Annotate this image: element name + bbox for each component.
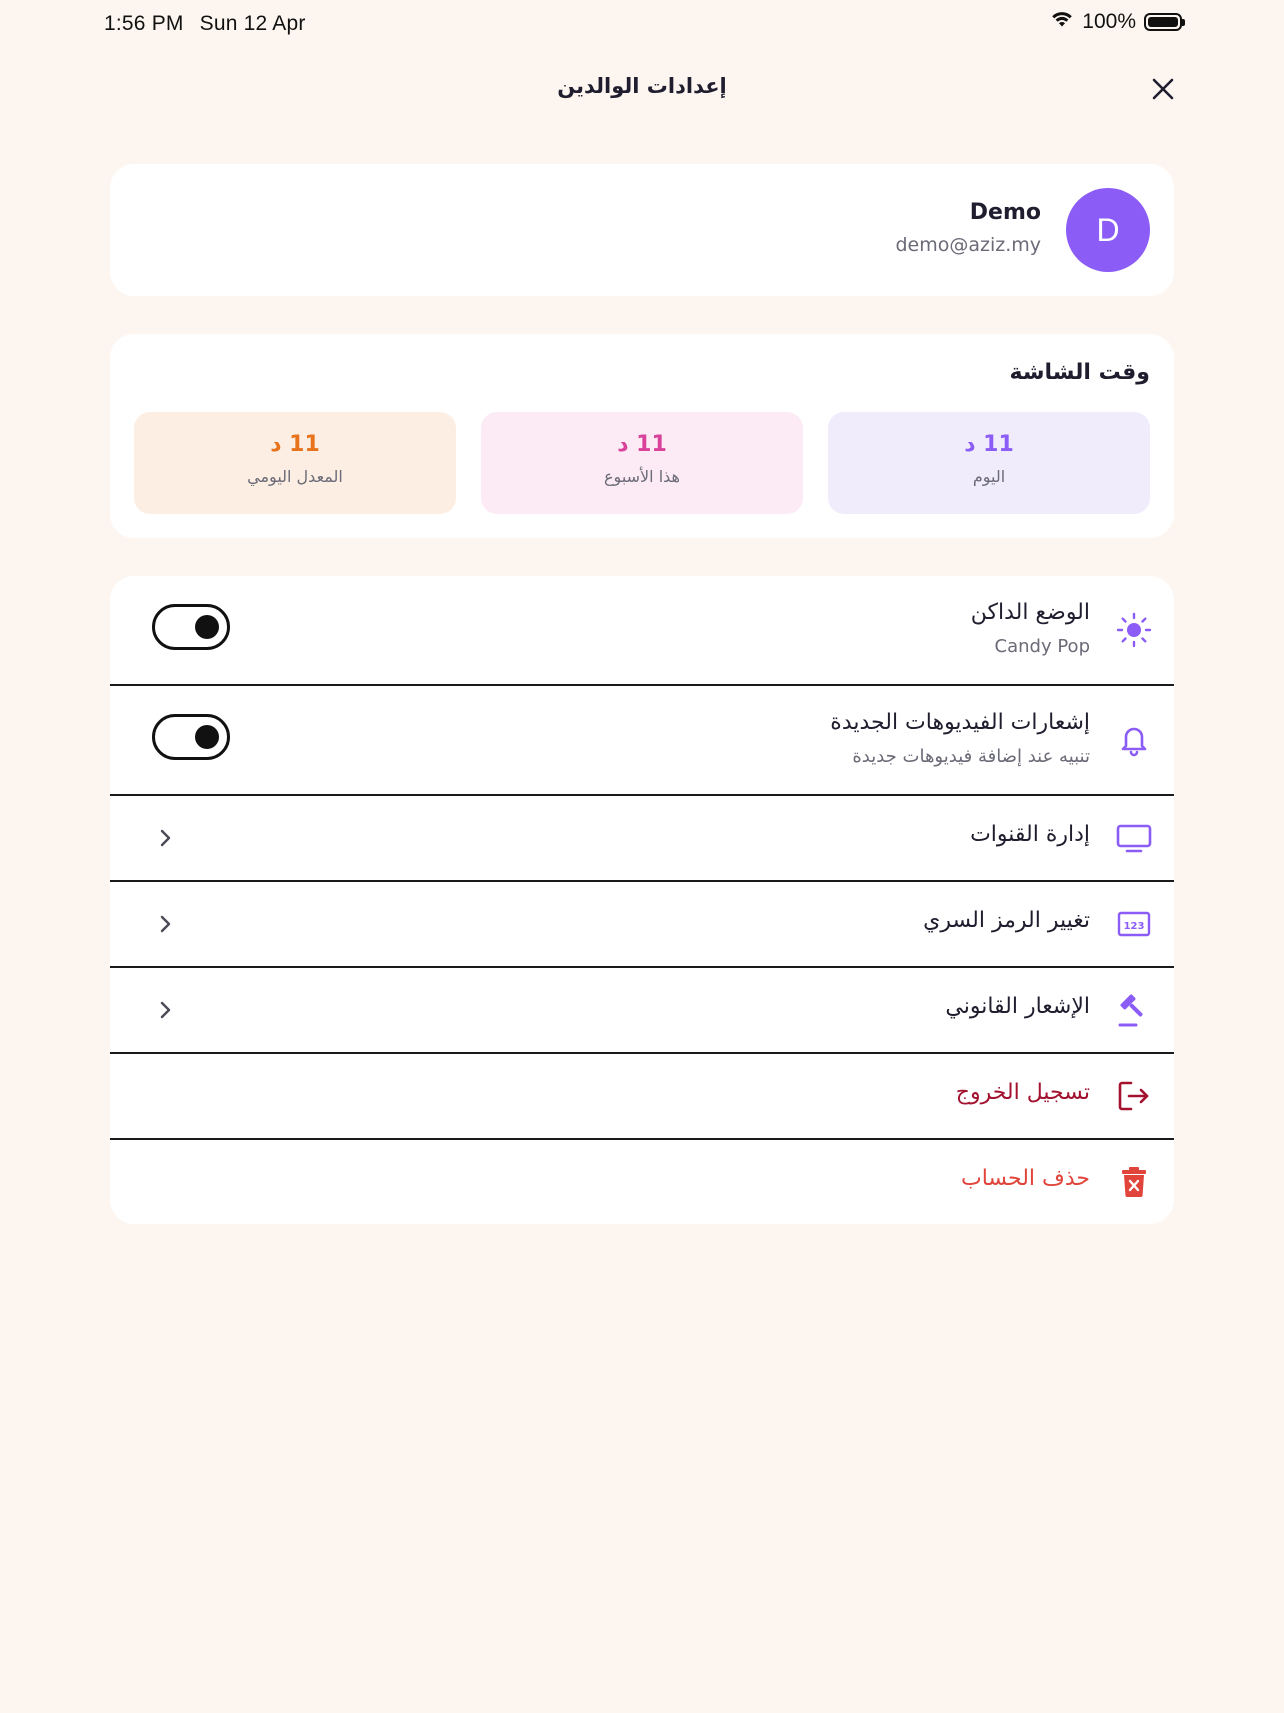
delete-account-title: حذف الحساب — [960, 1166, 1090, 1191]
dark-mode-subtitle: Candy Pop — [994, 636, 1090, 657]
pin-icon-text: 123 — [1123, 921, 1145, 932]
screen-time-value: 11 د — [270, 432, 320, 457]
battery-fill — [1148, 17, 1178, 27]
setting-pin[interactable] — [110, 882, 1174, 966]
close-icon[interactable] — [1148, 74, 1178, 104]
screen-time-label: اليوم — [972, 467, 1006, 486]
dark-mode-toggle[interactable] — [152, 604, 230, 650]
notifications-title: إشعارات الفيديوهات الجديدة — [830, 710, 1090, 735]
battery-percent: 100% — [1082, 10, 1136, 33]
bell-icon — [1114, 720, 1154, 760]
trash-icon — [1114, 1162, 1154, 1202]
screen-time-value: 11 د — [964, 432, 1014, 457]
chevron-left-icon — [154, 913, 176, 935]
setting-notifications — [110, 686, 1174, 794]
profile-name: Demo — [969, 200, 1041, 225]
dark-mode-title: الوضع الداكن — [970, 600, 1090, 625]
screen-time-average — [134, 412, 456, 514]
profile-email: demo@aziz.my — [895, 234, 1041, 256]
notifications-toggle[interactable] — [152, 714, 230, 760]
setting-channels[interactable] — [110, 796, 1174, 880]
toggle-knob — [195, 615, 219, 639]
avatar: D — [1066, 188, 1150, 272]
notifications-subtitle: تنبيه عند إضافة فيديوهات جديدة — [852, 746, 1090, 767]
setting-legal[interactable] — [110, 968, 1174, 1052]
channels-title: إدارة القنوات — [970, 822, 1090, 847]
screen-time-label: هذا الأسبوع — [604, 467, 680, 486]
screen-time-card — [110, 334, 1174, 538]
pin-icon — [1114, 904, 1154, 944]
tv-icon — [1114, 818, 1154, 858]
battery-icon — [1144, 13, 1182, 31]
status-bar — [0, 0, 1284, 50]
chevron-left-icon — [154, 827, 176, 849]
screen-time-title: وقت الشاشة — [1009, 360, 1150, 385]
sun-icon — [1114, 610, 1154, 650]
toggle-knob — [195, 725, 219, 749]
screen-time-label: المعدل اليومي — [247, 467, 343, 486]
screen-time-value: 11 د — [617, 432, 667, 457]
logout-title: تسجيل الخروج — [955, 1080, 1090, 1105]
wifi-icon — [1050, 10, 1074, 34]
setting-dark-mode — [110, 576, 1174, 684]
logout-button[interactable] — [110, 1054, 1174, 1138]
settings-list — [110, 576, 1174, 1224]
logout-icon — [1114, 1076, 1154, 1116]
page-title: إعدادات الوالدين — [557, 74, 727, 98]
chevron-left-icon — [154, 999, 176, 1021]
pin-title: تغيير الرمز السري — [923, 908, 1090, 933]
gavel-icon — [1114, 990, 1154, 1030]
delete-account-button[interactable] — [110, 1140, 1174, 1224]
status-time: 1:56 PM — [104, 12, 184, 35]
status-date: Sun 12 Apr — [199, 12, 306, 35]
screen-time-today — [828, 412, 1150, 514]
legal-title: الإشعار القانوني — [945, 994, 1090, 1019]
profile-card — [110, 164, 1174, 296]
screen-time-week — [481, 412, 803, 514]
